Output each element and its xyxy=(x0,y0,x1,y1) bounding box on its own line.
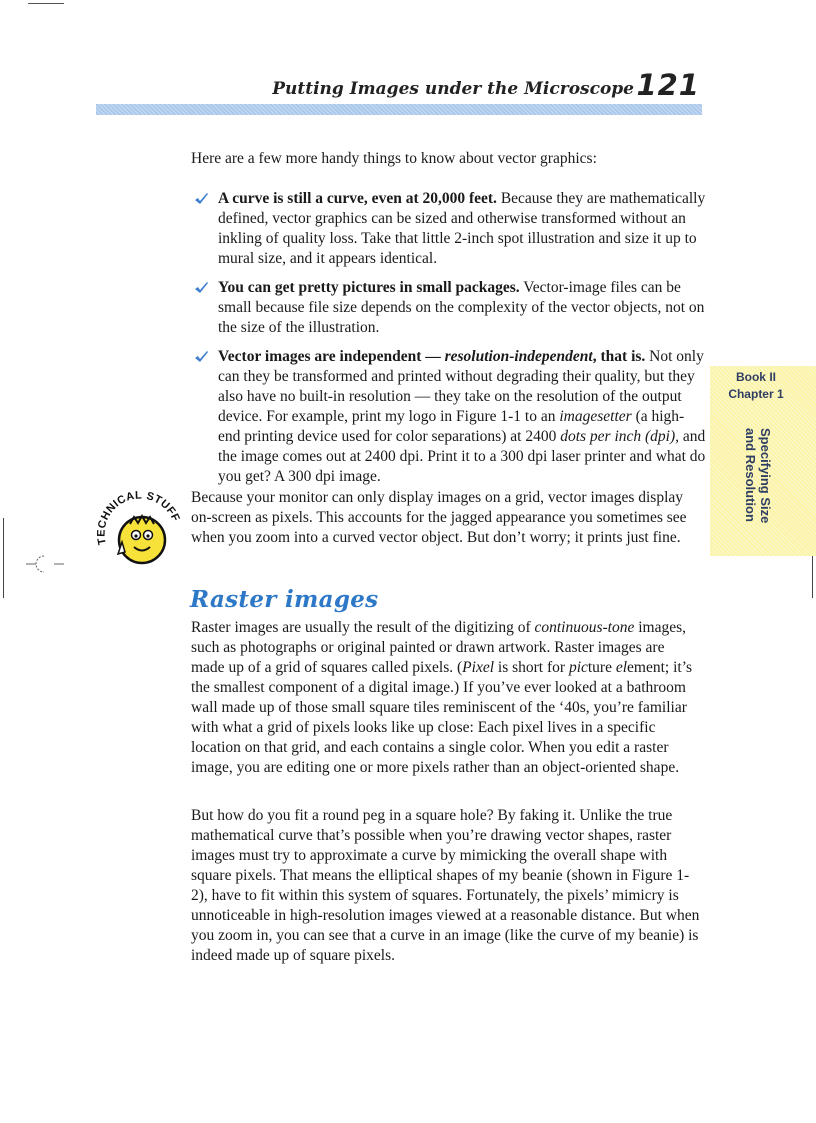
raster-paragraph-2: But how do you fit a round peg in a square hole? By faking it. Unlike the true mathematical curve that’s possible when you’re drawing vector shapes, raster images must try to approximate a curve by mimicking the overall shape with square pixels. That means the elliptical shapes of my beanie (shown in Figure 1-2), have to fit within this system of squares. Fortunately, the pixels’ mimicry is unnoticeable in high-resolution images viewed at a reasonable distance. But when you zoom in, you can see that a curve in an image (like the curve of my beanie) is indeed made up of square pixels. xyxy=(191,807,700,964)
tab-title-line-2: and Resolution xyxy=(743,428,758,523)
bullet-list xyxy=(191,189,706,496)
crop-mark-top xyxy=(28,3,64,4)
svg-text:TECHNICAL STUFF: TECHNICAL STUFF xyxy=(95,489,182,546)
checkmark-icon xyxy=(194,281,209,294)
tab-book-label: Book II xyxy=(735,370,776,384)
running-head xyxy=(96,68,702,102)
checkmark-icon xyxy=(194,350,209,363)
bullet-text: Because they are mathematically defined, vector graphics can be sized and otherwise transformed without an inkling of quality loss. Take that little 2-inch spot illustration and size it up to mural size, and it appears identical. xyxy=(218,190,706,267)
bullet-lead: You can get pretty pictures in small packages. xyxy=(218,279,520,296)
tab-title xyxy=(718,416,798,536)
raster-paragraph-1: Raster images are usually the result of the digitizing of continuous-tone images, such as photographs or original painted or drawn artwork. Raster images are made up of a grid of squares called pixels. (Pixel is short for picture element; it’s the smallest component of a digital image.) If you’ve ever looked at a bathroom wall made up of those small square tiles reminiscent of the ‘40s, you’re familiar with what a grid of pixels looks like up close: Each pixel lives in a specific location on that grid, and each contains a single color. When you edit a raster image, you are editing one or more pixels rather than an object-oriented shape. xyxy=(191,619,693,776)
section-heading: Raster images xyxy=(190,586,379,613)
technical-stuff-icon xyxy=(92,484,186,578)
tab-title-line-1: Specifying Size xyxy=(758,428,773,524)
intro-paragraph: Here are a few more handy things to know about vector graphics: xyxy=(191,150,597,167)
checkmark-icon xyxy=(194,192,209,205)
bullet-lead: A curve is still a curve, even at 20,000 feet. xyxy=(218,190,497,207)
registration-mark-icon xyxy=(26,552,66,576)
technical-stuff-paragraph: Because your monitor can only display images on a grid, vector images display on-screen as pixels. This accounts for the jagged appearance you sometimes see when you zoom into a curved vector object. But don’t worry; it prints just fine. xyxy=(191,489,687,546)
bullet-item: Vector images are independent — resolution-independent, that is. Not only can they be transformed and printed without degrading their quality, but they also have no built-in resolution — they take on the resolution of the output device. For example, print my logo in Figure 1-1 to an imagesetter (a high-end printing device used for color separations) at 2400 dots per inch (dpi), and the image comes out at 2400 dpi. Print it to a 300 dpi laser printer and what do you get? A 300 dpi image. xyxy=(191,347,706,487)
page-number: 121 xyxy=(636,68,700,102)
header-rule xyxy=(96,104,702,115)
bullet-item xyxy=(191,189,706,269)
side-tab xyxy=(710,366,816,556)
bullet-lead: Vector images are independent — resolution-independent, that is. xyxy=(218,348,646,365)
bullet-text: Vector-image files can be small because file size depends on the complexity of the vector objects, not on the size of the illustration. xyxy=(218,279,705,336)
running-head-title: Putting Images under the Microscope xyxy=(272,79,634,99)
tab-chapter-label: Chapter 1 xyxy=(728,387,784,401)
crop-mark-left xyxy=(3,518,4,598)
bullet-item xyxy=(191,278,706,338)
